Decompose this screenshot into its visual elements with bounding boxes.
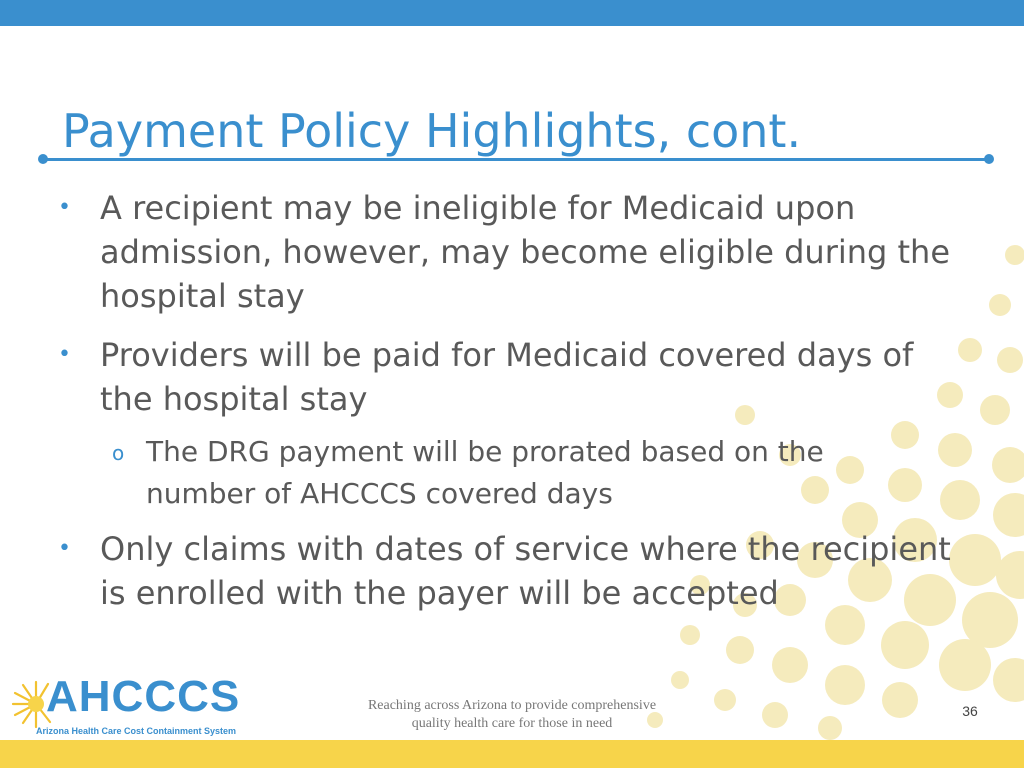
ahcccs-logo [10, 672, 250, 740]
bottom-accent-bar [0, 740, 1024, 768]
underline-right-dot [984, 154, 994, 164]
footer-tagline [322, 697, 702, 733]
underline-left-dot [38, 154, 48, 164]
sub-bullet-item [112, 431, 926, 515]
bullet-text: Providers will be paid for Medicaid covered days of the hospital stay [100, 336, 914, 418]
slide-title: Payment Policy Highlights, cont. [62, 104, 802, 158]
bullet-text: Only claims with dates of service where the recipient is enrolled with the payer will be accepted [100, 530, 951, 612]
title-underline [42, 158, 990, 161]
bullet-text: A recipient may be ineligible for Medicaid upon admission, however, may become eligible during the hospital stay [100, 189, 951, 315]
bullet-marker: • [58, 342, 71, 367]
page-number: 36 [962, 703, 978, 719]
bullet-item [58, 333, 970, 421]
logo-subtitle: Arizona Health Care Cost Containment System [36, 726, 237, 736]
logo-wordmark: AHCCCS [46, 672, 241, 721]
bullet-item [58, 527, 970, 615]
sub-bullet-marker: o [112, 441, 125, 465]
tagline-line-1: Reaching across Arizona to provide comprehensive [367, 698, 657, 713]
bullet-marker: • [58, 195, 71, 220]
tagline-line-2: quality health care for those in need [411, 716, 613, 731]
bullet-item [58, 186, 970, 318]
bullet-marker: • [58, 536, 71, 561]
sub-bullet-text: The DRG payment will be prorated based on the number of AHCCCS covered days [146, 435, 824, 510]
